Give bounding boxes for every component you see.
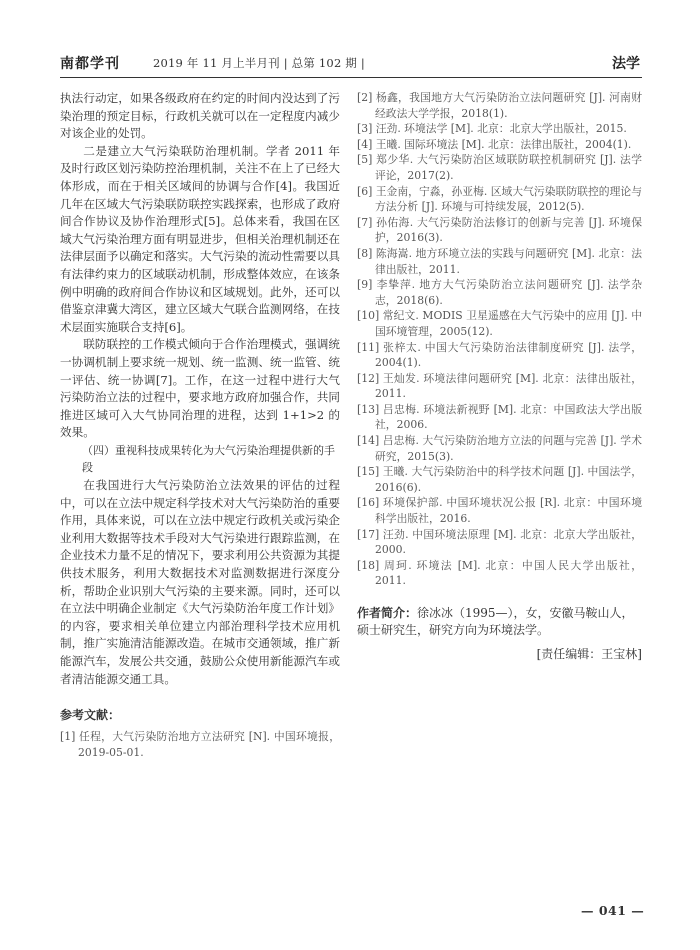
reference-item: [6] 王金南，宁淼，孙亚梅. 区域大气污染联防联控的理论与方法分析 [J]. 环境与可持续发展，2012(5). [357,184,642,214]
references-list [357,90,642,589]
body-paragraph: 二是建立大气污染联防治理机制。学者 2011 年及时行政区划污染防控治理机制，关注不在上了已经大体形成，而在于相关区域间的协调与合作[4]。我国近几年在区域大气污染联防联控实践探索，也形成了政府间合作协议及协作治理形式[5]。总体来看，我国在区域大气污染治理方面有明显进步，但相关治理机制还在法律层面予以确定和落实。大气污染的流动性需要以具有法律约束力的区域联动机制，形成整体效应，在该条例中明确的政府间合作协议和区域规划。此外，还可以借鉴京津冀大湾区，建立区域大气联合监测网络，在技术层面实施联合支持[6]。 [60,143,340,334]
reference-item: [12] 王灿发. 环境法律问题研究 [M]. 北京：法律出版社，2011. [357,371,642,401]
reference-item: [14] 吕忠梅. 大气污染防治地方立法的问题与完善 [J]. 学术研究，2015(3). [357,434,642,463]
left-column [60,90,340,760]
reference-item: [1] 任程，大气污染防治地方立法研究 [N]. 中国环境报，2019-05-01. [60,730,340,759]
author-bio-text: 徐冰冰（1995—），女，安徽马鞍山人，硕士研究生，研究方向为环境法学。 [357,606,634,637]
references-heading: 参考文献： [60,708,121,723]
right-column [357,90,642,662]
reference-item: [5] 郑少华. 大气污染防治区域联防联控机制研究 [J]. 法学评论，2017(2). [357,153,642,182]
author-bio [357,605,642,639]
reference-item: [4] 王曦. 国际环境法 [M]. 北京：法律出版社，2004(1). [357,137,632,151]
reference-item: [8] 陈海嵩. 地方环境立法的实践与问题研究 [M]. 北京：法律出版社，2011. [357,246,642,276]
reference-item: [2] 杨鑫，我国地方大气污染防治立法问题研究 [J]. 河南财经政法大学学报，2018(1). [357,91,642,120]
reference-item: [13] 吕忠梅. 环境法新视野 [M]. 北京：中国政法大学出版社，2006. [357,402,642,432]
reference-item: [3] 汪劲. 环境法学 [M]. 北京：北京大学出版社，2015. [357,122,627,136]
reference-item: [10] 常纪文. MODIS 卫星遥感在大气污染中的应用 [J]. 中国环境管理，2005(12). [357,309,642,338]
reference-item: [17] 汪劲. 中国环境法原理 [M]. 北京：北京大学出版社，2000. [357,527,642,557]
page-header [60,50,642,74]
body-paragraph: 在我国进行大气污染防治立法效果的评估的过程中，可以在立法中规定科学技术对大气污染防治的重要作用，具体来说，可以在立法中规定行政机关或污染企业利用大数据等技术手段对大气污染进行跟踪监测，在企业技术力量不足的情况下，要求利用公共资源为其提供技术服务，利用大数据技术对监测数据进行深度分析，帮助企业识别大气污染的主要来源。同时，还可以在立法中明确企业制定《大气污染防治年度工作计划》的内容，要求相关单位建立内部治理科学技术应用机制，推广实施清洁能源改造。在城市交通领域，推广新能源汽车，发展公共交通，鼓励公众使用新能源汽车或者清洁能源交通工具。 [60,478,340,686]
body-paragraph: 联防联控的工作模式倾向于合作治理模式，强调统一协调机制上要求统一规划、统一监测、统一监管、统一评估、统一协调[7]。工作，在这一过程中进行大气污染防治立法的过程中，要求地方政府加强合作，共同推进区域可入大气协同治理的进程，达到 1+1>2 的效果。 [60,337,340,440]
reference-item: [11] 张梓太. 中国大气污染防治法律制度研究 [J]. 法学，2004(1). [357,340,642,370]
section-label: 法学 [612,56,640,72]
reference-item: [15] 王曦. 大气污染防治中的科学技术问题 [J]. 中国法学，2016(6). [357,465,642,494]
page-number: — 041 — [581,903,645,918]
issue-info: 2019 年 11 月上半月刊 | 总第 102 期 | [153,56,365,70]
reference-item: [7] 孙佑海. 大气污染防治法修订的创新与完善 [J]. 环境保护，2016(3). [357,215,642,245]
journal-name: 南都学刊 [60,56,120,72]
header-rule [60,77,642,78]
section-subheading: （四）重视科技成果转化为大气污染治理提供新的手段 [82,443,335,475]
reference-item: [16] 环境保护部. 中国环境状况公报 [R]. 北京：中国环境科学出版社，2016. [357,496,642,526]
responsible-editor: [责任编辑：王宝林] [536,647,642,661]
author-bio-label: 作者简介： [357,606,418,620]
body-paragraph: 执法行动定，如果各级政府在约定的时间内没达到了污染治理的预定目标，行政机关就可以在一定程度内减少对该企业的处罚。 [60,91,340,141]
reference-item: [18] 周珂. 环境法 [M]. 北京：中国人民大学出版社，2011. [357,558,642,588]
reference-item: [9] 李挚萍. 地方大气污染防治立法问题研究 [J]. 法学杂志，2018(6). [357,278,642,307]
